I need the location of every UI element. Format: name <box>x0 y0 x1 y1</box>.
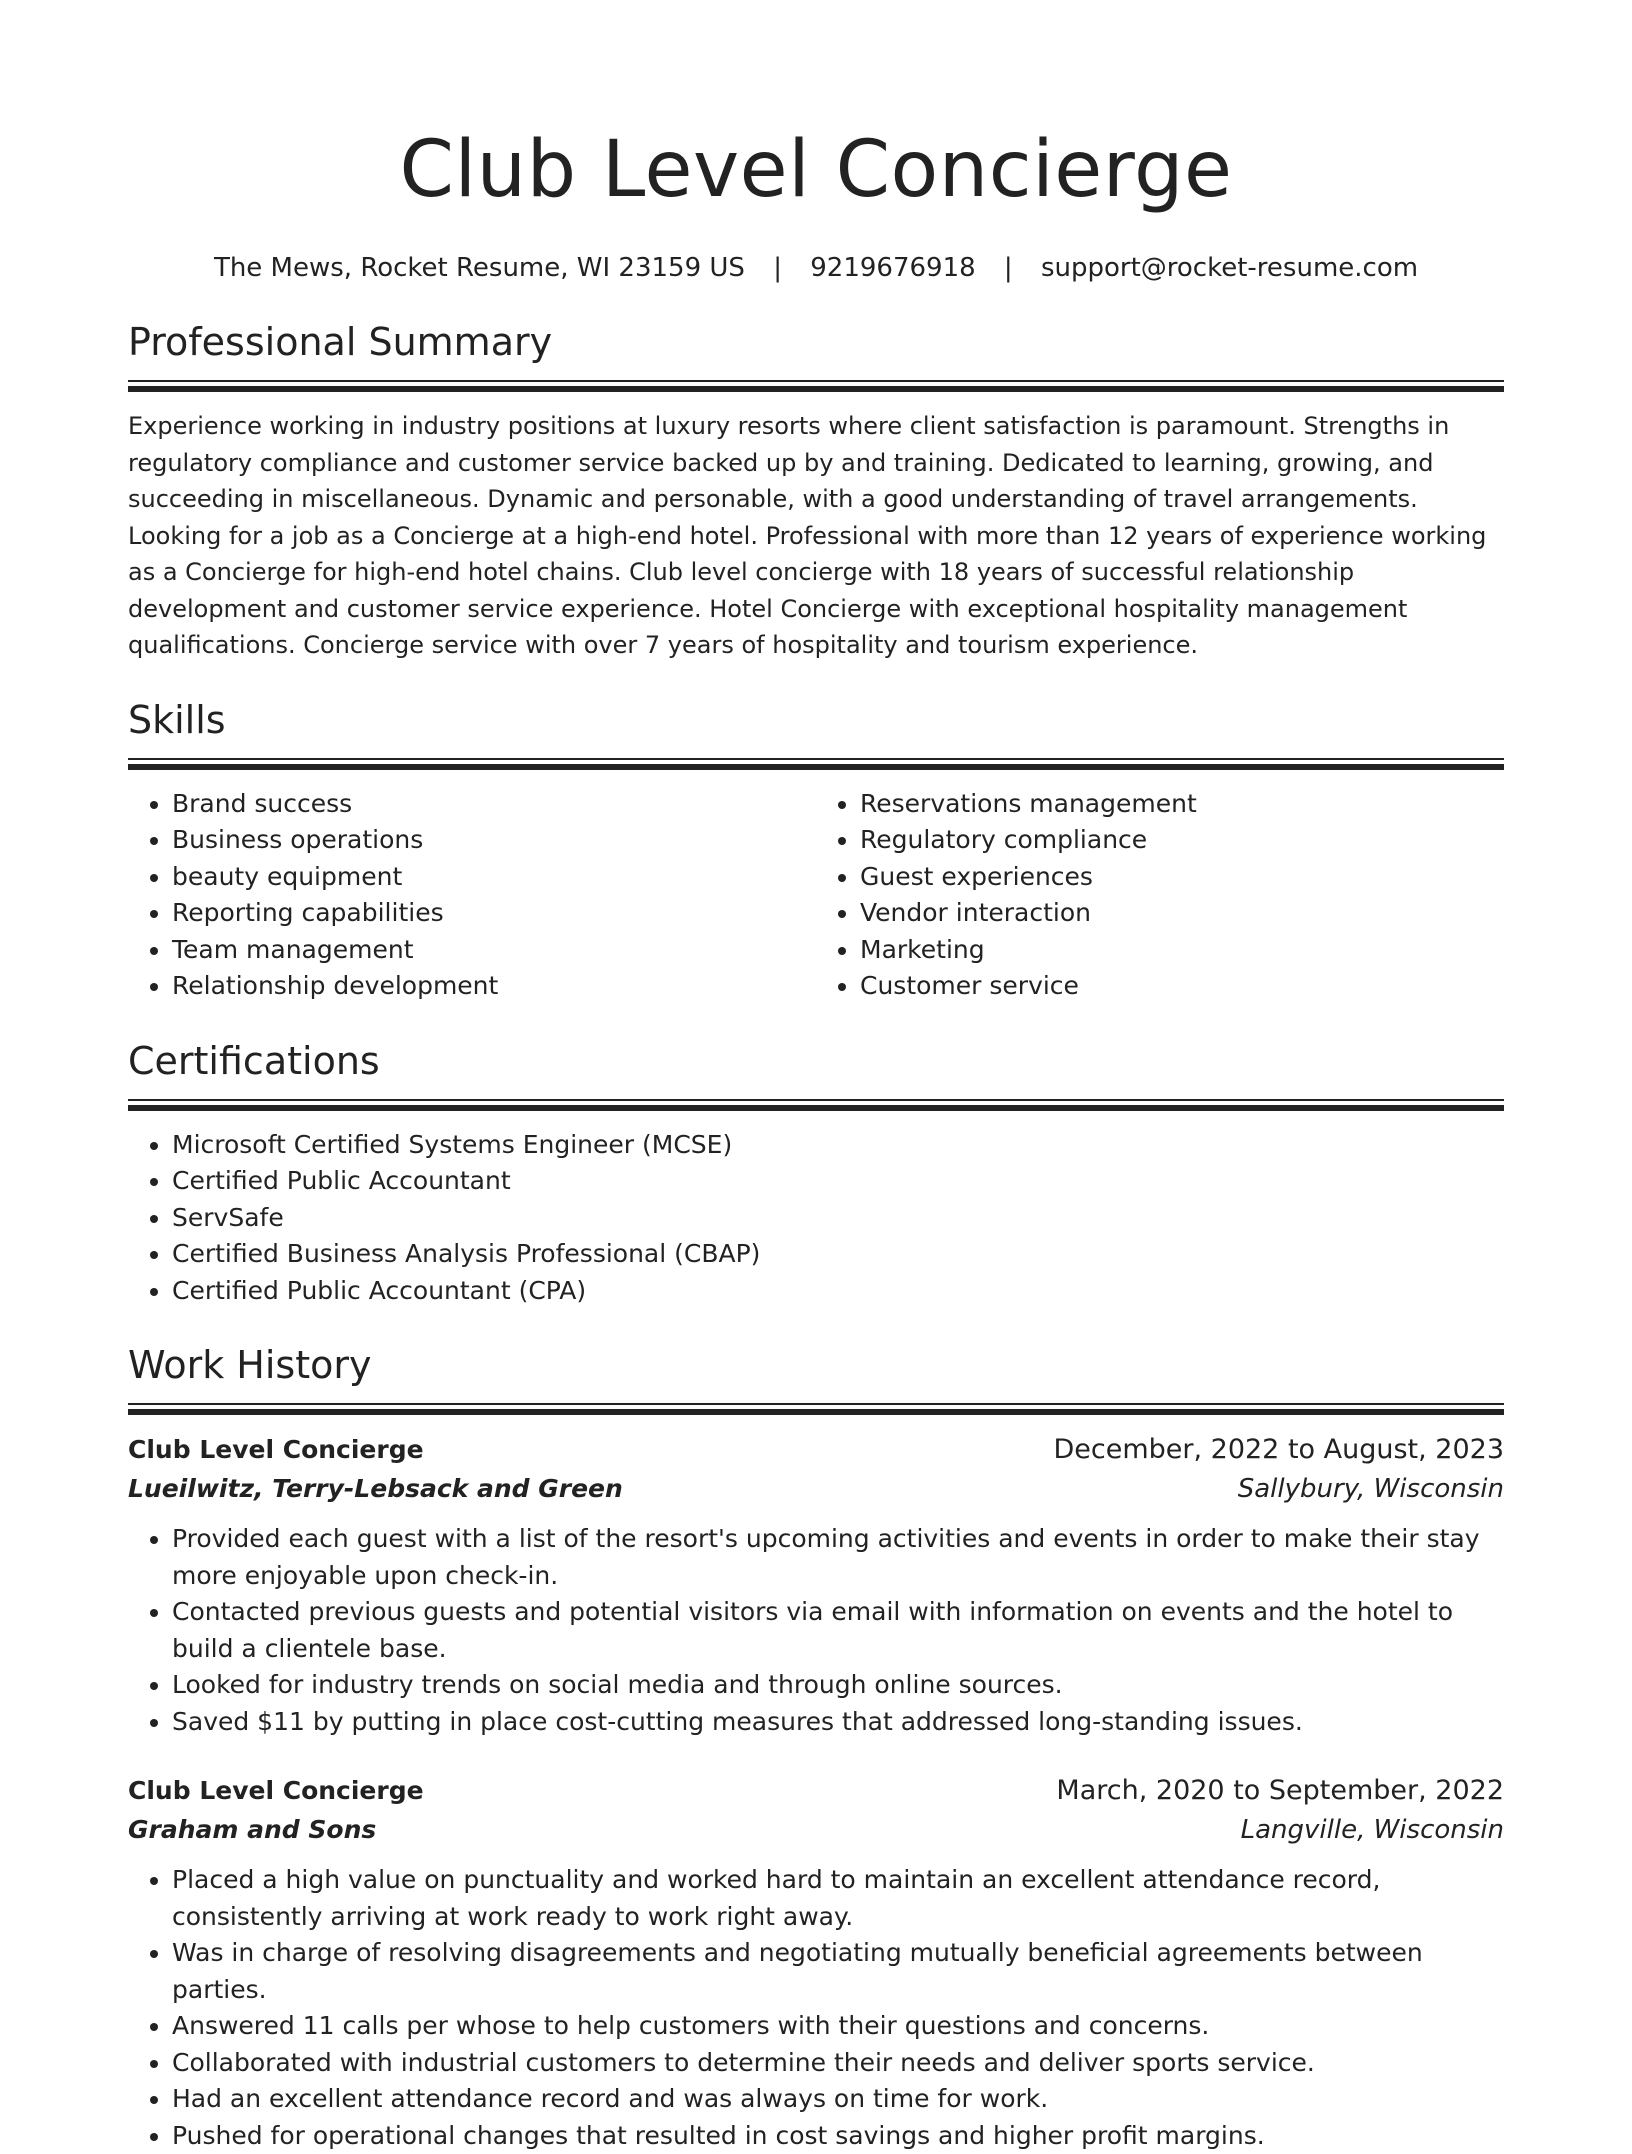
heading-rule-thick <box>128 764 1504 770</box>
list-item: • Reservations management <box>860 786 1504 823</box>
address: The Mews, Rocket Resume, WI 23159 US <box>214 253 745 283</box>
list-item: • Vendor interaction <box>860 895 1504 932</box>
section-heading: Certifications <box>128 1037 1504 1085</box>
contact-line <box>128 250 1504 286</box>
resume-name: Club Level Concierge <box>128 0 1504 222</box>
heading-rule <box>128 380 1504 382</box>
list-item: • Answered 11 calls per whose to help customers with their questions and concerns. <box>172 2008 1504 2045</box>
certifications-list <box>128 1127 1504 1310</box>
job-company: Graham and Sons <box>128 1810 376 1850</box>
list-item: • Placed a high value on punctuality and worked hard to maintain an excellent attendance record, consistently arriving at work ready to work right away. <box>172 1862 1504 1935</box>
skills-columns <box>128 786 1504 1005</box>
list-item: • Looked for industry trends on social media and through online sources. <box>172 1667 1504 1704</box>
heading-rule-thick <box>128 1409 1504 1415</box>
job-dates: December, 2022 to August, 2023 <box>1053 1431 1504 1469</box>
job-header-row <box>128 1772 1504 1810</box>
email: support@rocket-resume.com <box>1041 253 1418 283</box>
section-heading: Professional Summary <box>128 318 1504 366</box>
heading-rule <box>128 1403 1504 1405</box>
section-heading: Work History <box>128 1341 1504 1389</box>
job-title: Club Level Concierge <box>128 1772 424 1810</box>
summary-text: Experience working in industry positions at luxury resorts where client satisfaction is paramount. Strengths in regulatory compliance and customer service backed up by and training. Dedicated to learning, growing, and succeeding in miscellaneous. Dynamic and personable, with a good understanding of travel arrangements. Looking for a job as a Concierge at a high-end hotel. Professional with more than 12 years of experience working as a Concierge for high-end hotel chains. Club level concierge with 18 years of successful relationship development and customer service experience. Hotel Concierge with exceptional hospitality management qualifications. Concierge service with over 7 years of hospitality and tourism experience. <box>128 408 1504 664</box>
list-item: • Saved $11 by putting in place cost-cutting measures that addressed long-standing issues. <box>172 1704 1504 1741</box>
heading-rule <box>128 758 1504 760</box>
job-company-row <box>128 1469 1504 1509</box>
skills-section <box>128 696 1504 1005</box>
list-item: • Certified Public Accountant (CPA) <box>172 1273 1504 1310</box>
job-entry <box>128 1431 1504 1740</box>
list-item: • Customer service <box>860 968 1504 1005</box>
list-item: • Brand success <box>172 786 816 823</box>
professional-summary-section <box>128 318 1504 664</box>
list-item: • Contacted previous guests and potential visitors via email with information on events and the hotel to build a clientele base. <box>172 1594 1504 1667</box>
list-item: • Relationship development <box>172 968 816 1005</box>
job-location: Langville, Wisconsin <box>1241 1810 1504 1850</box>
section-heading: Skills <box>128 696 1504 744</box>
separator: | <box>984 253 1033 283</box>
certifications-section <box>128 1037 1504 1310</box>
list-item: • Certified Business Analysis Professional (CBAP) <box>172 1236 1504 1273</box>
list-item: • Guest experiences <box>860 859 1504 896</box>
list-item: • Reporting capabilities <box>172 895 816 932</box>
list-item: • Had an excellent attendance record and was always on time for work. <box>172 2081 1504 2118</box>
list-item: • ServSafe <box>172 1200 1504 1237</box>
job-header-row <box>128 1431 1504 1469</box>
list-item: • Was in charge of resolving disagreements and negotiating mutually beneficial agreements between parties. <box>172 1935 1504 2008</box>
heading-rule-thick <box>128 1105 1504 1111</box>
list-item: • Business operations <box>172 822 816 859</box>
list-item: • Pushed for operational changes that resulted in cost savings and higher profit margins. <box>172 2118 1504 2154</box>
heading-rule <box>128 1099 1504 1101</box>
phone: 9219676918 <box>810 253 975 283</box>
list-item: • Collaborated with industrial customers to determine their needs and deliver sports service. <box>172 2045 1504 2082</box>
list-item: • Marketing <box>860 932 1504 969</box>
list-item: • beauty equipment <box>172 859 816 896</box>
job-dates: March, 2020 to September, 2022 <box>1056 1772 1504 1810</box>
separator: | <box>753 253 802 283</box>
job-company-row <box>128 1810 1504 1850</box>
list-item: • Microsoft Certified Systems Engineer (MCSE) <box>172 1127 1504 1164</box>
job-bullets <box>128 1862 1504 2154</box>
list-item: • Provided each guest with a list of the resort's upcoming activities and events in order to make their stay more enjoyable upon check-in. <box>172 1521 1504 1594</box>
list-item: • Team management <box>172 932 816 969</box>
work-history-section <box>128 1341 1504 2154</box>
job-entry <box>128 1772 1504 2154</box>
job-bullets <box>128 1521 1504 1740</box>
job-title: Club Level Concierge <box>128 1431 424 1469</box>
skills-list-right <box>816 786 1504 1005</box>
list-item: • Regulatory compliance <box>860 822 1504 859</box>
list-item: • Certified Public Accountant <box>172 1163 1504 1200</box>
job-location: Sallybury, Wisconsin <box>1238 1469 1504 1509</box>
heading-rule-thick <box>128 386 1504 392</box>
skills-list-left <box>128 786 816 1005</box>
job-company: Lueilwitz, Terry-Lebsack and Green <box>128 1469 623 1509</box>
